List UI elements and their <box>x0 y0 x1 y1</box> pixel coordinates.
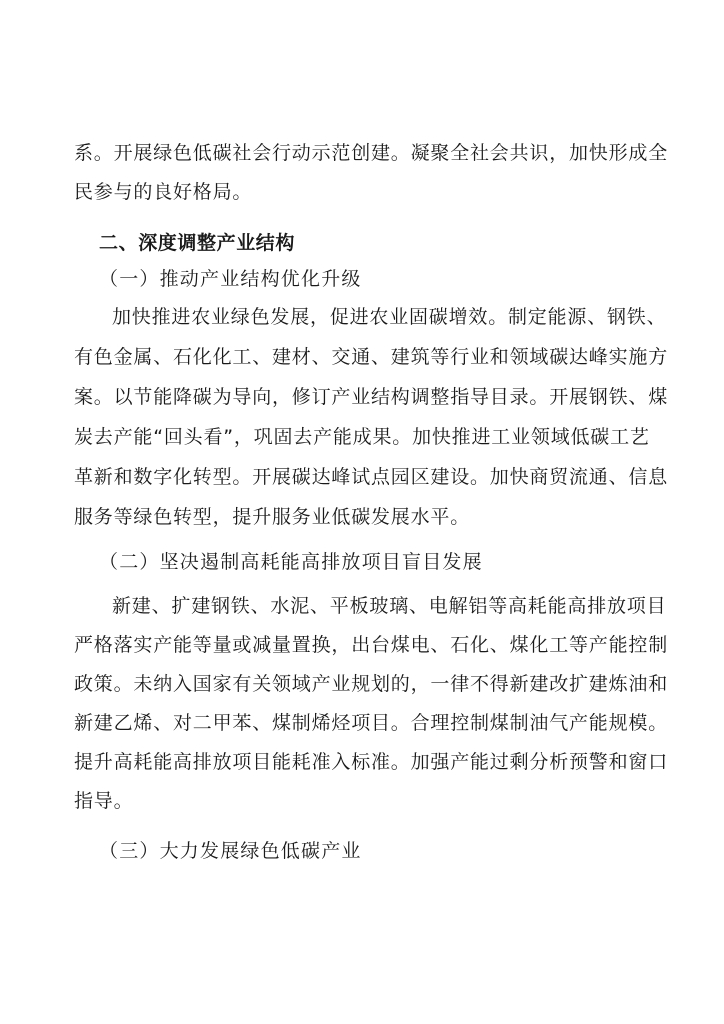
paragraph-line: 新建乙烯、对二甲苯、煤制烯烃项目。合理控制煤制油气产能规模。 <box>74 712 669 734</box>
paragraph-line: 民参与的良好格局。 <box>74 181 253 203</box>
paragraph-line: 案。以节能降碳为导向，修订产业结构调整指导目录。开展钢铁、煤 <box>74 386 669 408</box>
paragraph-line: 政策。未纳入国家有关领域产业规划的，一律不得新建改扩建炼油和 <box>74 673 669 695</box>
paragraph-line: 系。开展绿色低碳社会行动示范创建。凝聚全社会共识，加快形成全 <box>74 142 669 164</box>
section-heading: 二、深度调整产业结构 <box>99 232 296 254</box>
paragraph-line: 炭去产能“回头看”，巩固去产能成果。加快推进工业领域低碳工艺 <box>74 426 650 448</box>
paragraph-line: 服务等绿色转型，提升服务业低碳发展水平。 <box>74 506 471 528</box>
paragraph-line: 新建、扩建钢铁、水泥、平板玻璃、电解铝等高耗能高排放项目 <box>112 595 667 617</box>
subsection-heading: （一）推动产业结构优化升级 <box>99 268 362 290</box>
paragraph-line: 指导。 <box>74 790 134 812</box>
paragraph-line: 严格落实产能等量或减量置换，出台煤电、石化、煤化工等产能控制 <box>74 634 669 656</box>
subsection-heading: （二）坚决遏制高耗能高排放项目盲目发展 <box>99 551 483 573</box>
paragraph-line: 革新和数字化转型。开展碳达峰试点园区建设。加快商贸流通、信息 <box>74 466 669 488</box>
paragraph-line: 提升高耗能高排放项目能耗准入标准。加强产能过剩分析预警和窗口 <box>74 751 669 773</box>
paragraph-line: 加快推进农业绿色发展，促进农业固碳增效。制定能源、钢铁、 <box>112 306 667 328</box>
paragraph-line: 有色金属、石化化工、建材、交通、建筑等行业和领域碳达峰实施方 <box>74 346 669 368</box>
subsection-heading: （三）大力发展绿色低碳产业 <box>99 840 362 862</box>
